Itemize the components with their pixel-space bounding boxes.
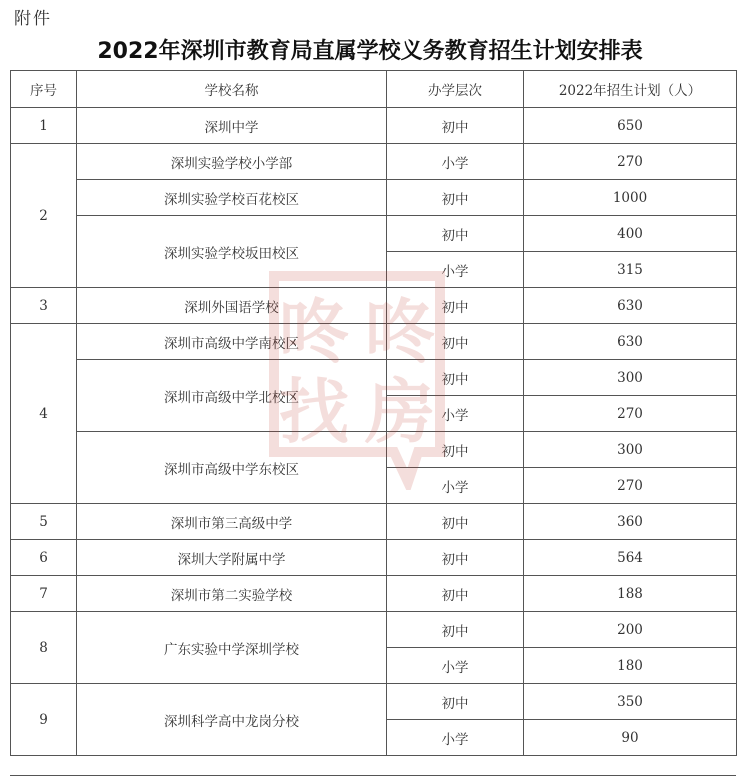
school-level: 初中 bbox=[387, 576, 524, 612]
plan-count: 360 bbox=[524, 504, 737, 540]
header-plan: 2022年招生计划（人） bbox=[524, 71, 737, 108]
table-row bbox=[11, 180, 737, 216]
plan-count: 90 bbox=[524, 720, 737, 756]
plan-count: 350 bbox=[524, 684, 737, 720]
school-name: 广东实验中学深圳学校 bbox=[77, 612, 387, 684]
watermark-char: 房 bbox=[365, 371, 435, 453]
school-level: 初中 bbox=[387, 108, 524, 144]
row-number: 5 bbox=[11, 504, 77, 540]
table-row bbox=[11, 108, 737, 144]
watermark-char: 找 bbox=[279, 371, 349, 453]
table-row bbox=[11, 576, 737, 612]
table-row bbox=[11, 504, 737, 540]
school-level: 初中 bbox=[387, 360, 524, 396]
school-level: 初中 bbox=[387, 612, 524, 648]
school-level: 小学 bbox=[387, 720, 524, 756]
school-level: 初中 bbox=[387, 432, 524, 468]
row-number: 7 bbox=[11, 576, 77, 612]
school-level: 小学 bbox=[387, 468, 524, 504]
next-row-edge bbox=[10, 775, 736, 781]
school-name: 深圳实验学校小学部 bbox=[77, 144, 387, 180]
plan-count: 270 bbox=[524, 396, 737, 432]
plan-count: 564 bbox=[524, 540, 737, 576]
school-name: 深圳实验学校百花校区 bbox=[77, 180, 387, 216]
school-name: 深圳市第三高级中学 bbox=[77, 504, 387, 540]
plan-count: 270 bbox=[524, 144, 737, 180]
table-row bbox=[11, 216, 737, 252]
plan-count: 180 bbox=[524, 648, 737, 684]
table-row bbox=[11, 360, 737, 396]
row-number: 4 bbox=[11, 324, 77, 504]
table-row bbox=[11, 432, 737, 468]
plan-count: 650 bbox=[524, 108, 737, 144]
plan-count: 1000 bbox=[524, 180, 737, 216]
table-row bbox=[11, 540, 737, 576]
plan-count: 630 bbox=[524, 324, 737, 360]
table-row bbox=[11, 612, 737, 648]
plan-count: 400 bbox=[524, 216, 737, 252]
enrollment-plan-table bbox=[10, 70, 737, 756]
row-number: 6 bbox=[11, 540, 77, 576]
table-header-row bbox=[11, 71, 737, 108]
school-name: 深圳实验学校坂田校区 bbox=[77, 216, 387, 288]
row-number: 2 bbox=[11, 144, 77, 288]
school-level: 初中 bbox=[387, 540, 524, 576]
school-level: 初中 bbox=[387, 684, 524, 720]
school-level: 小学 bbox=[387, 396, 524, 432]
school-name: 深圳市高级中学东校区 bbox=[77, 432, 387, 504]
school-level: 初中 bbox=[387, 180, 524, 216]
plan-count: 200 bbox=[524, 612, 737, 648]
school-level: 初中 bbox=[387, 216, 524, 252]
row-number: 8 bbox=[11, 612, 77, 684]
school-level: 小学 bbox=[387, 648, 524, 684]
row-number: 3 bbox=[11, 288, 77, 324]
school-level: 初中 bbox=[387, 324, 524, 360]
school-name: 深圳外国语学校 bbox=[77, 288, 387, 324]
school-name: 深圳市高级中学北校区 bbox=[77, 360, 387, 432]
school-name: 深圳中学 bbox=[77, 108, 387, 144]
plan-count: 270 bbox=[524, 468, 737, 504]
table-row bbox=[11, 324, 737, 360]
watermark-char: 咚 bbox=[279, 291, 349, 373]
plan-count: 300 bbox=[524, 360, 737, 396]
plan-count: 315 bbox=[524, 252, 737, 288]
school-level: 初中 bbox=[387, 504, 524, 540]
header-no: 序号 bbox=[11, 71, 77, 108]
school-name: 深圳大学附属中学 bbox=[77, 540, 387, 576]
school-name: 深圳科学高中龙岗分校 bbox=[77, 684, 387, 756]
watermark-char: 咚 bbox=[365, 291, 435, 373]
plan-count: 300 bbox=[524, 432, 737, 468]
page-title: 2022年深圳市教育局直属学校义务教育招生计划安排表 bbox=[97, 39, 643, 64]
school-name: 深圳市高级中学南校区 bbox=[77, 324, 387, 360]
attachment-label: 附件 bbox=[14, 9, 52, 29]
school-level: 小学 bbox=[387, 144, 524, 180]
school-level: 小学 bbox=[387, 252, 524, 288]
school-name: 深圳市第二实验学校 bbox=[77, 576, 387, 612]
plan-count: 188 bbox=[524, 576, 737, 612]
row-number: 9 bbox=[11, 684, 77, 756]
school-level: 初中 bbox=[387, 288, 524, 324]
table-row bbox=[11, 144, 737, 180]
plan-count: 630 bbox=[524, 288, 737, 324]
table-row bbox=[11, 684, 737, 720]
table-row bbox=[11, 288, 737, 324]
header-school: 学校名称 bbox=[77, 71, 387, 108]
header-level: 办学层次 bbox=[387, 71, 524, 108]
row-number: 1 bbox=[11, 108, 77, 144]
